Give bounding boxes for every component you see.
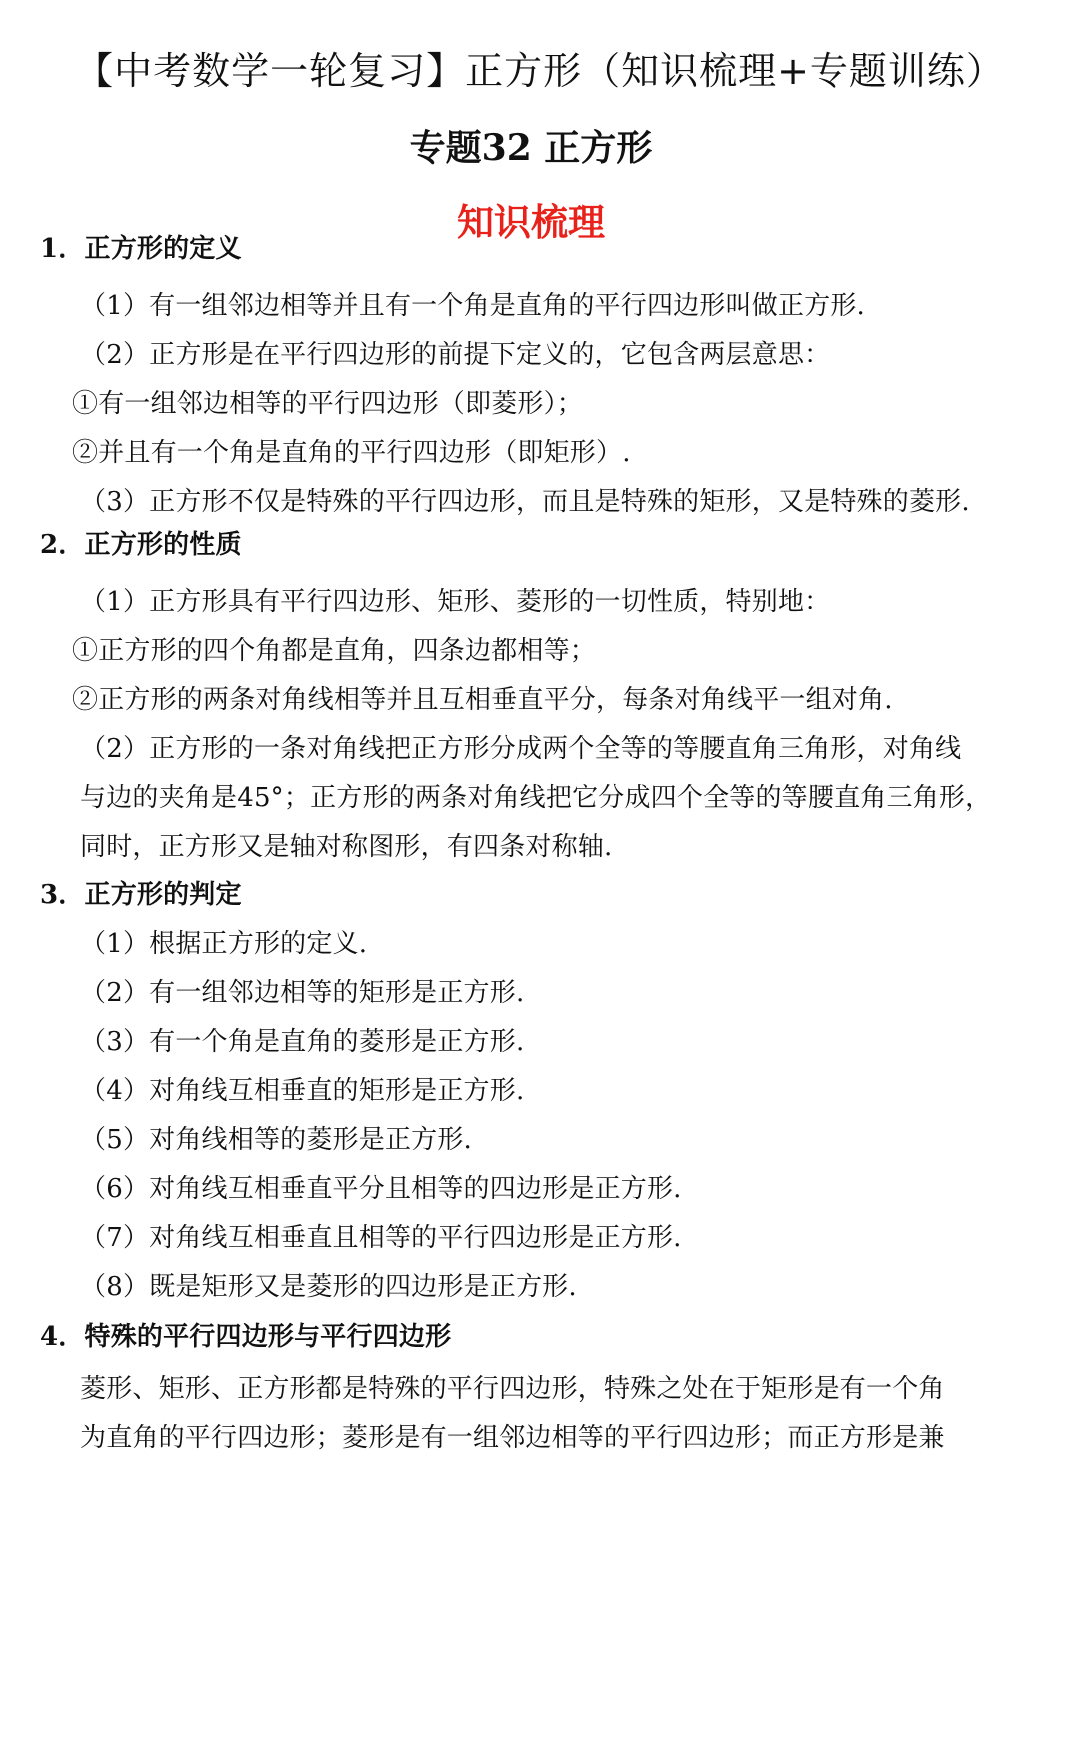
paragraph-line: 与边的夹角是45°；正方形的两条对角线把它分成四个全等的等腰直角三角形，	[80, 783, 992, 813]
paragraph-line: ①正方形的四个角都是直角，四条边都相等；	[72, 636, 597, 666]
section-banner-knowledge-summary: 知识梳理	[457, 200, 605, 244]
topic-title: 专题32 正方形	[409, 127, 653, 169]
paragraph-line: （2）正方形是在平行四边形的前提下定义的，它包含两层意思：	[80, 340, 831, 370]
paragraph-line: （1）根据正方形的定义.	[80, 929, 368, 959]
paragraph-line: 同时，正方形又是轴对称图形，有四条对称轴.	[80, 832, 613, 862]
paragraph-line: （1）有一组邻边相等并且有一个角是直角的平行四边形叫做正方形.	[80, 291, 866, 321]
section-heading-properties: 2．正方形的性质	[40, 530, 242, 560]
paragraph-line: ①有一组邻边相等的平行四边形（即菱形）；	[72, 389, 584, 419]
document-title: 【中考数学一轮复习】正方形（知识梳理+专题训练）	[75, 49, 1005, 93]
paragraph-line: （2）正方形的一条对角线把正方形分成两个全等的等腰直角三角形，对角线	[80, 734, 962, 764]
paragraph-line: 菱形、矩形、正方形都是特殊的平行四边形，特殊之处在于矩形是有一个角	[80, 1374, 945, 1404]
paragraph-line: （7）对角线互相垂直且相等的平行四边形是正方形.	[80, 1223, 682, 1253]
paragraph-line: （2）有一组邻边相等的矩形是正方形.	[80, 978, 525, 1008]
section-heading-criteria: 3．正方形的判定	[40, 880, 242, 910]
section-heading-definition: 1．正方形的定义	[40, 234, 242, 264]
paragraph-line: （1）正方形具有平行四边形、矩形、菱形的一切性质，特别地：	[80, 587, 831, 617]
paragraph-line: 为直角的平行四边形；菱形是有一组邻边相等的平行四边形；而正方形是兼	[80, 1423, 945, 1453]
paragraph-line: （3）有一个角是直角的菱形是正方形.	[80, 1027, 525, 1057]
paragraph-line: ②并且有一个角是直角的平行四边形（即矩形）.	[72, 438, 631, 468]
paragraph-line: （4）对角线互相垂直的矩形是正方形.	[80, 1076, 525, 1106]
paragraph-line: （6）对角线互相垂直平分且相等的四边形是正方形.	[80, 1174, 682, 1204]
paragraph-line: （5）对角线相等的菱形是正方形.	[80, 1125, 473, 1155]
paragraph-line: （8）既是矩形又是菱形的四边形是正方形.	[80, 1272, 577, 1302]
paragraph-line: ②正方形的两条对角线相等并且互相垂直平分，每条对角线平一组对角.	[72, 685, 893, 715]
section-heading-special-parallelograms: 4．特殊的平行四边形与平行四边形	[40, 1322, 452, 1352]
paragraph-line: （3）正方形不仅是特殊的平行四边形，而且是特殊的矩形，又是特殊的菱形.	[80, 487, 970, 517]
